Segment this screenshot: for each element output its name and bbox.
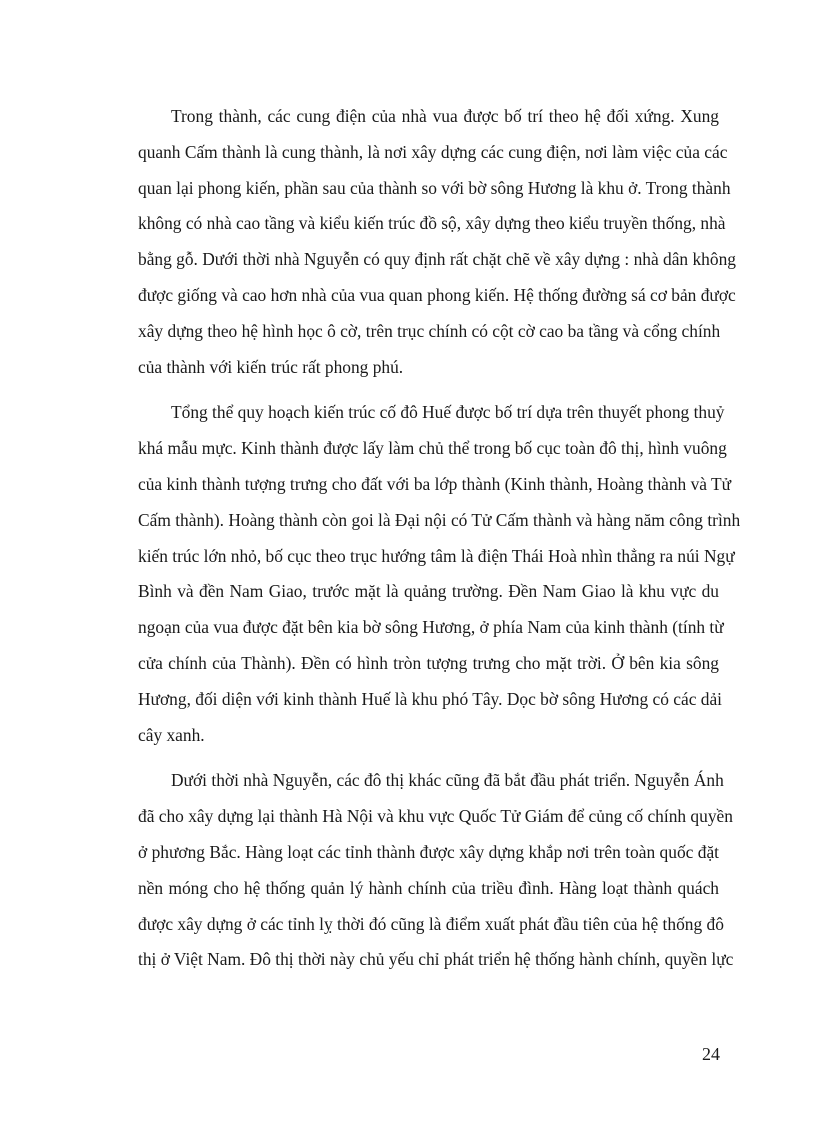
text-line: Hương, đối diện với kinh thành Huế là khu phó Tây. Dọc bờ sông Hương có các dải <box>138 688 723 709</box>
text-line: Dưới thời nhà Nguyễn, các đô thị khác cũng đã bắt đầu phát triển. Nguyễn Ánh <box>171 770 724 791</box>
text-line: của kinh thành tượng trưng cho đất với ba lớp thành (Kinh thành, Hoàng thành và Tử <box>138 473 732 494</box>
page-number: 24 <box>702 1044 720 1064</box>
text-line: Bình và đền Nam Giao, trước mặt là quảng trường. Đền Nam Giao là khu vực du <box>138 581 719 602</box>
text-line: không có nhà cao tầng và kiểu kiến trúc đồ sộ, xây dựng theo kiểu truyền thống, nhà <box>138 213 726 234</box>
text-line: được giống và cao hơn nhà của vua quan phong kiến. Hệ thống đường sá cơ bản được <box>138 284 736 305</box>
text-line: quanh Cấm thành là cung thành, là nơi xây dựng các cung điện, nơi làm việc của các <box>138 141 728 162</box>
text-line: khá mẫu mực. Kinh thành được lấy làm chủ thể trong bố cục toàn đô thị, hình vuông <box>138 438 727 459</box>
paragraph-3 <box>138 763 734 978</box>
text-line: bằng gỗ. Dưới thời nhà Nguyễn có quy định rất chặt chẽ về xây dựng : nhà dân không <box>138 249 736 270</box>
text-line: nền móng cho hệ thống quản lý hành chính của triều đình. Hàng loạt thành quách <box>138 877 719 898</box>
text-line: quan lại phong kiến, phần sau của thành so với bờ sông Hương là khu ở. Trong thành <box>138 177 731 198</box>
text-line: ngoạn của vua được đặt bên kia bờ sông Hương, ở phía Nam của kinh thành (tính từ <box>138 617 724 638</box>
paragraph-1 <box>138 99 736 385</box>
text-line: cây xanh. <box>138 724 205 745</box>
text-line: đã cho xây dựng lại thành Hà Nội và khu vực Quốc Tử Giám để củng cố chính quyền <box>138 806 733 827</box>
text-line: ở phương Bắc. Hàng loạt các tỉnh thành được xây dựng khắp nơi trên toàn quốc đặt <box>138 841 719 862</box>
text-line: Tổng thể quy hoạch kiến trúc cố đô Huế được bố trí dựa trên thuyết phong thuỷ <box>171 402 725 423</box>
text-line: xây dựng theo hệ hình học ô cờ, trên trục chính có cột cờ cao ba tầng và cổng chính <box>138 320 721 341</box>
text-line: cửa chính của Thành). Đền có hình tròn tượng trưng cho mặt trời. Ở bên kia sông <box>138 652 719 673</box>
text-line: Cấm thành). Hoàng thành còn goi là Đại nội có Tử Cấm thành và hàng năm công trình <box>138 509 741 530</box>
text-line: thị ở Việt Nam. Đô thị thời này chủ yếu chỉ phát triển hệ thống hành chính, quyền lực <box>138 949 734 970</box>
text-line: kiến trúc lớn nhỏ, bố cục theo trục hướng tâm là điện Thái Hoà nhìn thẳng ra núi Ngự <box>138 545 735 566</box>
text-line: của thành với kiến trúc rất phong phú. <box>138 356 404 377</box>
paragraph-2 <box>138 395 741 753</box>
body-text <box>138 99 741 988</box>
text-line: Trong thành, các cung điện của nhà vua được bố trí theo hệ đối xứng. Xung <box>171 106 719 126</box>
text-line: được xây dựng ở các tỉnh lỵ thời đó cũng là điểm xuất phát đầu tiên của hệ thống đô <box>138 913 724 934</box>
